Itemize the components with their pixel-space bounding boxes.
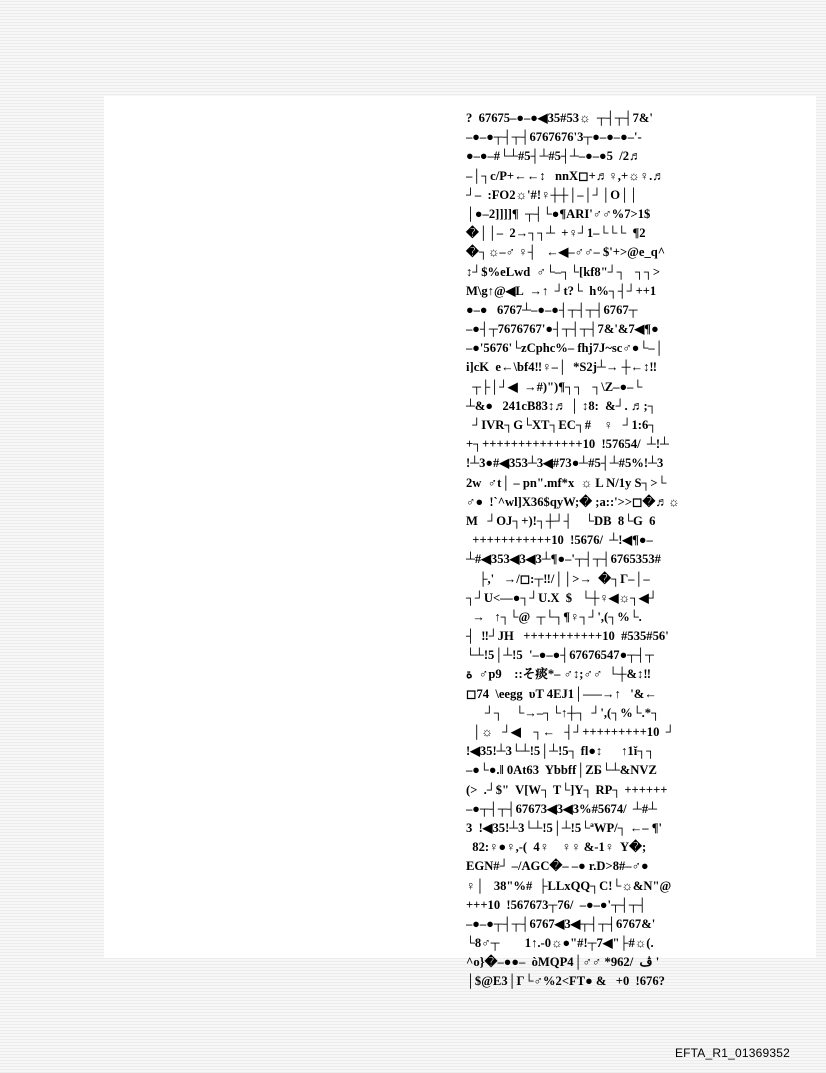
text-line: ┐┘U<––●┐┘U.X $ └┼♀◀☼┐◀┘ bbox=[466, 590, 658, 605]
text-line: ? 67675–●–●◀35#53☼ ┬┤┬┤7&' bbox=[466, 111, 653, 125]
text-line: 2w ♂t│ – pn".mf*x ☼ L N/1y S┐>└ bbox=[466, 475, 667, 490]
scanned-page bbox=[104, 96, 816, 989]
text-line: �┐☼–♂ ♀┤ ←◀–♂♂– $'+>@e_q^ bbox=[466, 245, 666, 260]
text-line: ●–● 6767┴–●–●┤┬┤┬┤6767┬ bbox=[466, 302, 638, 317]
text-line: +┐++++++++++++++10 !57654/ ┴!┴ bbox=[466, 437, 669, 452]
text-line: –│┐c/P+←←↕ nnX◻+♬♀,+☼♀.♬ bbox=[466, 168, 665, 183]
text-line: –●┤┬7676767'●┤┬┤┬┤7&'&7◀¶● bbox=[466, 322, 659, 337]
text-line: –●└●.‖ 0At63 Ybbff│ZБ└┴&NVZ bbox=[466, 763, 657, 778]
text-line: │$@E3│Γ└♂%2<FT● & +0 !676? bbox=[466, 974, 665, 989]
text-line: M\g↑@◀L →↑ ┘t?└ h%┐┤┘++1 bbox=[466, 283, 657, 298]
text-line: ┤ ‼┘JH +++++++++++10 #535#56' bbox=[466, 629, 669, 644]
text-line: ♂● !`^wl]X36$qyW;� ;a::'>>◻�♬☼ bbox=[466, 494, 680, 509]
text-line: 3 !◀35!┴3└┴!5│┴!5└ªWP/┐ ←– ¶' bbox=[466, 820, 663, 835]
text-line: ┬├│┘◀ →#)")¶┐┐ ┐\Z–●–└ bbox=[466, 379, 643, 394]
text-line: ├,' →/◻:┬‼/││>→ �┐Γ–│– bbox=[466, 571, 650, 586]
text-line: ة ♂p9 ::そ痰*– ♂↕;♂♂ └┼&↕‼ bbox=[466, 667, 651, 682]
garbled-text-block bbox=[466, 109, 826, 992]
text-line: –●┬┤┬┤67673◀3◀3%#5674/ ┴#┴ bbox=[466, 801, 658, 816]
text-line: 82:♀●♀,-( 4♀ ♀♀ &-1♀ Y�; bbox=[466, 840, 647, 855]
text-line: �││– 2→┐┐┴ +♀┘1–└└└ ¶2 bbox=[466, 226, 646, 241]
text-line: ♀│ 38"%# ├LLxQQ┐C!└☼&N"@ bbox=[466, 878, 672, 893]
text-line: –●–●┬┤┬┤6767◀3◀┬┤┬┤6767&' bbox=[466, 916, 656, 931]
text-line: i]cK e←\bf4‼♀–│ *S2j┴→ ┼←↕‼ bbox=[466, 360, 657, 375]
text-line: ┘IVR┐G└XT┐EC┐# ♀ ┘1:6┐ bbox=[466, 418, 658, 432]
text-line: ↕┘$%eLwd ♂└–┐└[kf8"┘┐ ┐┐> bbox=[466, 264, 660, 279]
text-line: ┴&● 241cB83↕♬ │ ↕8: &┘. ♬;┐ bbox=[466, 398, 657, 413]
text-line: ┘┐ └→–┐└↑┼┐ ┘',(┐%└.*┐ bbox=[466, 705, 660, 720]
text-line: ◻74 \eegg υT 4EJ1│–––→↑ '&← bbox=[466, 686, 657, 701]
text-line: ^o}�–●●– òMQP4│♂♂ *962/ ڤ ' bbox=[466, 955, 660, 970]
text-line: │●–2]]]]¶ ┬┤└●¶ARI'♂♂%7>1$ bbox=[466, 206, 651, 221]
text-line: └8♂┬ 1↑.-0☼●"#!┬7◀"├#☼(. bbox=[466, 936, 654, 951]
text-line: └┴!5│┴!5 '–●–●┤67676547●┬┤┬ bbox=[466, 648, 654, 663]
text-line: +++++++++++10 !5676/ ┴!◀¶●– bbox=[466, 533, 653, 548]
text-line: M ┘OJ┐+)!┐┼┘┤ └DB 8└G 6 bbox=[466, 513, 656, 528]
text-line: ┴#◀353◀3◀3┴¶●–'┬┤┬┤6765353# bbox=[466, 552, 661, 567]
text-line: → ↑┐└@ ┬└┐¶♀┐┘',(┐%└. bbox=[466, 609, 642, 624]
text-line: –●'5676'└zCphc%– fhj7J~sc♂●└–│ bbox=[466, 341, 664, 356]
bates-number: EFTA_R1_01369352 bbox=[674, 1046, 790, 1060]
text-line: (> .┘$" V[W┐ T└]Y┐ RP┐ ++++++ bbox=[466, 782, 668, 797]
text-line: EGN#┘ –/AGC�– –● r.D>8#–♂● bbox=[466, 859, 649, 874]
text-line: ●–●–#└┴#5┤┴#5┤┴–●–●5 /2♬ bbox=[466, 149, 642, 164]
text-line: !┴3●#◀353┴3◀#73●┴#5┤┴#5%!┴3 bbox=[466, 456, 664, 471]
text-line: +++10 !567673┬76/ –●–●'┬┤┬┤ bbox=[466, 897, 647, 912]
text-line: ┘– :FO2☼'#!♀┼┼│–│┘│O││ bbox=[466, 187, 638, 202]
text-line: !◀35!┴3└┴!5│┴!5┐ fl●↕ ↑1ĭ┐┐ bbox=[466, 744, 656, 759]
text-line: │☼ ┘◀ ┐← ┤┘+++++++++10 ┘ bbox=[466, 725, 675, 739]
text-line: –●–●┬┤┬┤6767676'3┬●–●–●–'- bbox=[466, 130, 642, 145]
